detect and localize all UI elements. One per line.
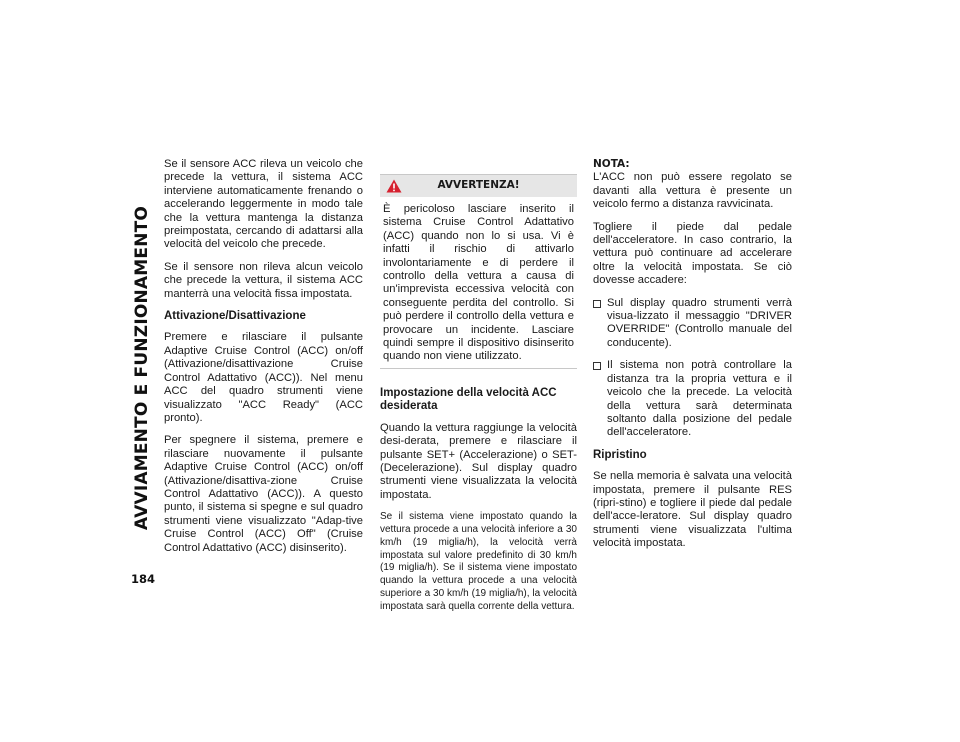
warning-box [380, 174, 577, 369]
warning-header [380, 175, 577, 197]
warning-triangle-icon [386, 179, 402, 193]
paragraph: Se il sensore non rileva alcun veicolo che precede la vettura, il sistema ACC manterrà una velocità fissa impostata. [164, 260, 363, 300]
paragraph: Se nella memoria è salvata una velocità impostata, premere il pulsante RES (ripri-stino) e togliere il piede dal pedale dell'acce-leratore. Sul display quadro strumenti viene visualizzata l'ultima velocità impostata. [593, 470, 792, 550]
paragraph: Se il sensore ACC rileva un veicolo che precede la vettura, il sistema ACC interviene automaticamente frenando o accelerando leggermente in modo tale che la vettura mantenga la distanza preimpostata, cercando di adattarsi alla velocità del veicolo che precede. [164, 158, 363, 251]
paragraph: Togliere il piede dal pedale dell'acceleratore. In caso contrario, la vettura può continuare ad accelerare oltre la velocità impostata. Se ciò dovesse accadere: [593, 220, 792, 287]
warning-text: È pericoloso lasciare inserito il sistema Cruise Control Adattativo (ACC) quando non lo si usa. Vi è infatti il rischio di attivarlo involontariamente e di perdere il controllo della vettura a causa di un'imprevista eccessiva velocità con conseguente perdita del controllo. Si può perdere il controllo della vettura e provocare un incidente. Lasciare quindi sempre il dispositivo disinserito quando non viene utilizzato. [383, 203, 574, 363]
column-2 [380, 174, 577, 623]
warning-body [380, 197, 577, 368]
paragraph: Per spegnere il sistema, premere e rilasciare nuovamente il pulsante Adaptive Cruise Control (ACC) on/off (Attivazione/disattiva-zione Cruise Control Adattativo (ACC)). A questo punto, il sistema si spegne e sul quadro strumenti viene visualizzato "Adap-tive Cruise Control (ACC) Off" (Cruise Control Adattativo (ACC) disinserito). [164, 434, 363, 554]
column-1 [164, 158, 363, 564]
warning-title: AVVERTENZA! [437, 179, 520, 192]
section-title-vertical: AVVIAMENTO E FUNZIONAMENTO [132, 205, 153, 531]
paragraph: Quando la vettura raggiunge la velocità desi-derata, premere e rilasciare il pulsante SET+ (Accelerazione) o SET- (Decelerazione). Sul display quadro strumenti viene visualizzata la velocità impostata. [380, 421, 577, 501]
paragraph-small: Se il sistema viene impostato quando la vettura procede a una velocità inferiore a 30 km/h (19 miglia/h), la velocità verrà impostata sul valore predefinito di 30 km/h (19 miglia/h). Se il sistema viene impostato quando la vettura procede a una velocità superiore a 30 km/h (19 miglia/h), la velocità impostata sarà quella corrente della vettura. [380, 511, 577, 612]
list-item: Sul display quadro strumenti verrà visua-lizzato il messaggio "DRIVER OVERRIDE" (Controllo manuale del conducente). [593, 297, 792, 351]
note-text: L'ACC non può essere regolato se davanti alla vettura è presente un veicolo fermo a distanza ravvicinata. [593, 171, 792, 211]
list-item: Il sistema non potrà controllare la distanza tra la propria vettura e il veicolo che la precede. La velocità della vettura sarà determinata soltanto dalla posizione del pedale dell'acceleratore. [593, 359, 792, 439]
column-3 [593, 158, 792, 560]
square-bullet-icon [593, 300, 601, 308]
page-number: 184 [131, 572, 156, 586]
bullet-list [593, 297, 792, 440]
section-heading: Impostazione della velocità ACC desiderata [380, 386, 557, 413]
section-heading: Ripristino [593, 448, 647, 461]
section-heading: Attivazione/Disattivazione [164, 310, 306, 323]
square-bullet-icon [593, 362, 601, 370]
note-title: NOTA: [593, 158, 630, 170]
paragraph: Premere e rilasciare il pulsante Adaptive Cruise Control (ACC) on/off (Attivazione/disattivazione Cruise Control Adattativo (ACC)). Nel menu ACC del quadro strumenti viene visualizzato "ACC Ready" (ACC pronto). [164, 331, 363, 424]
